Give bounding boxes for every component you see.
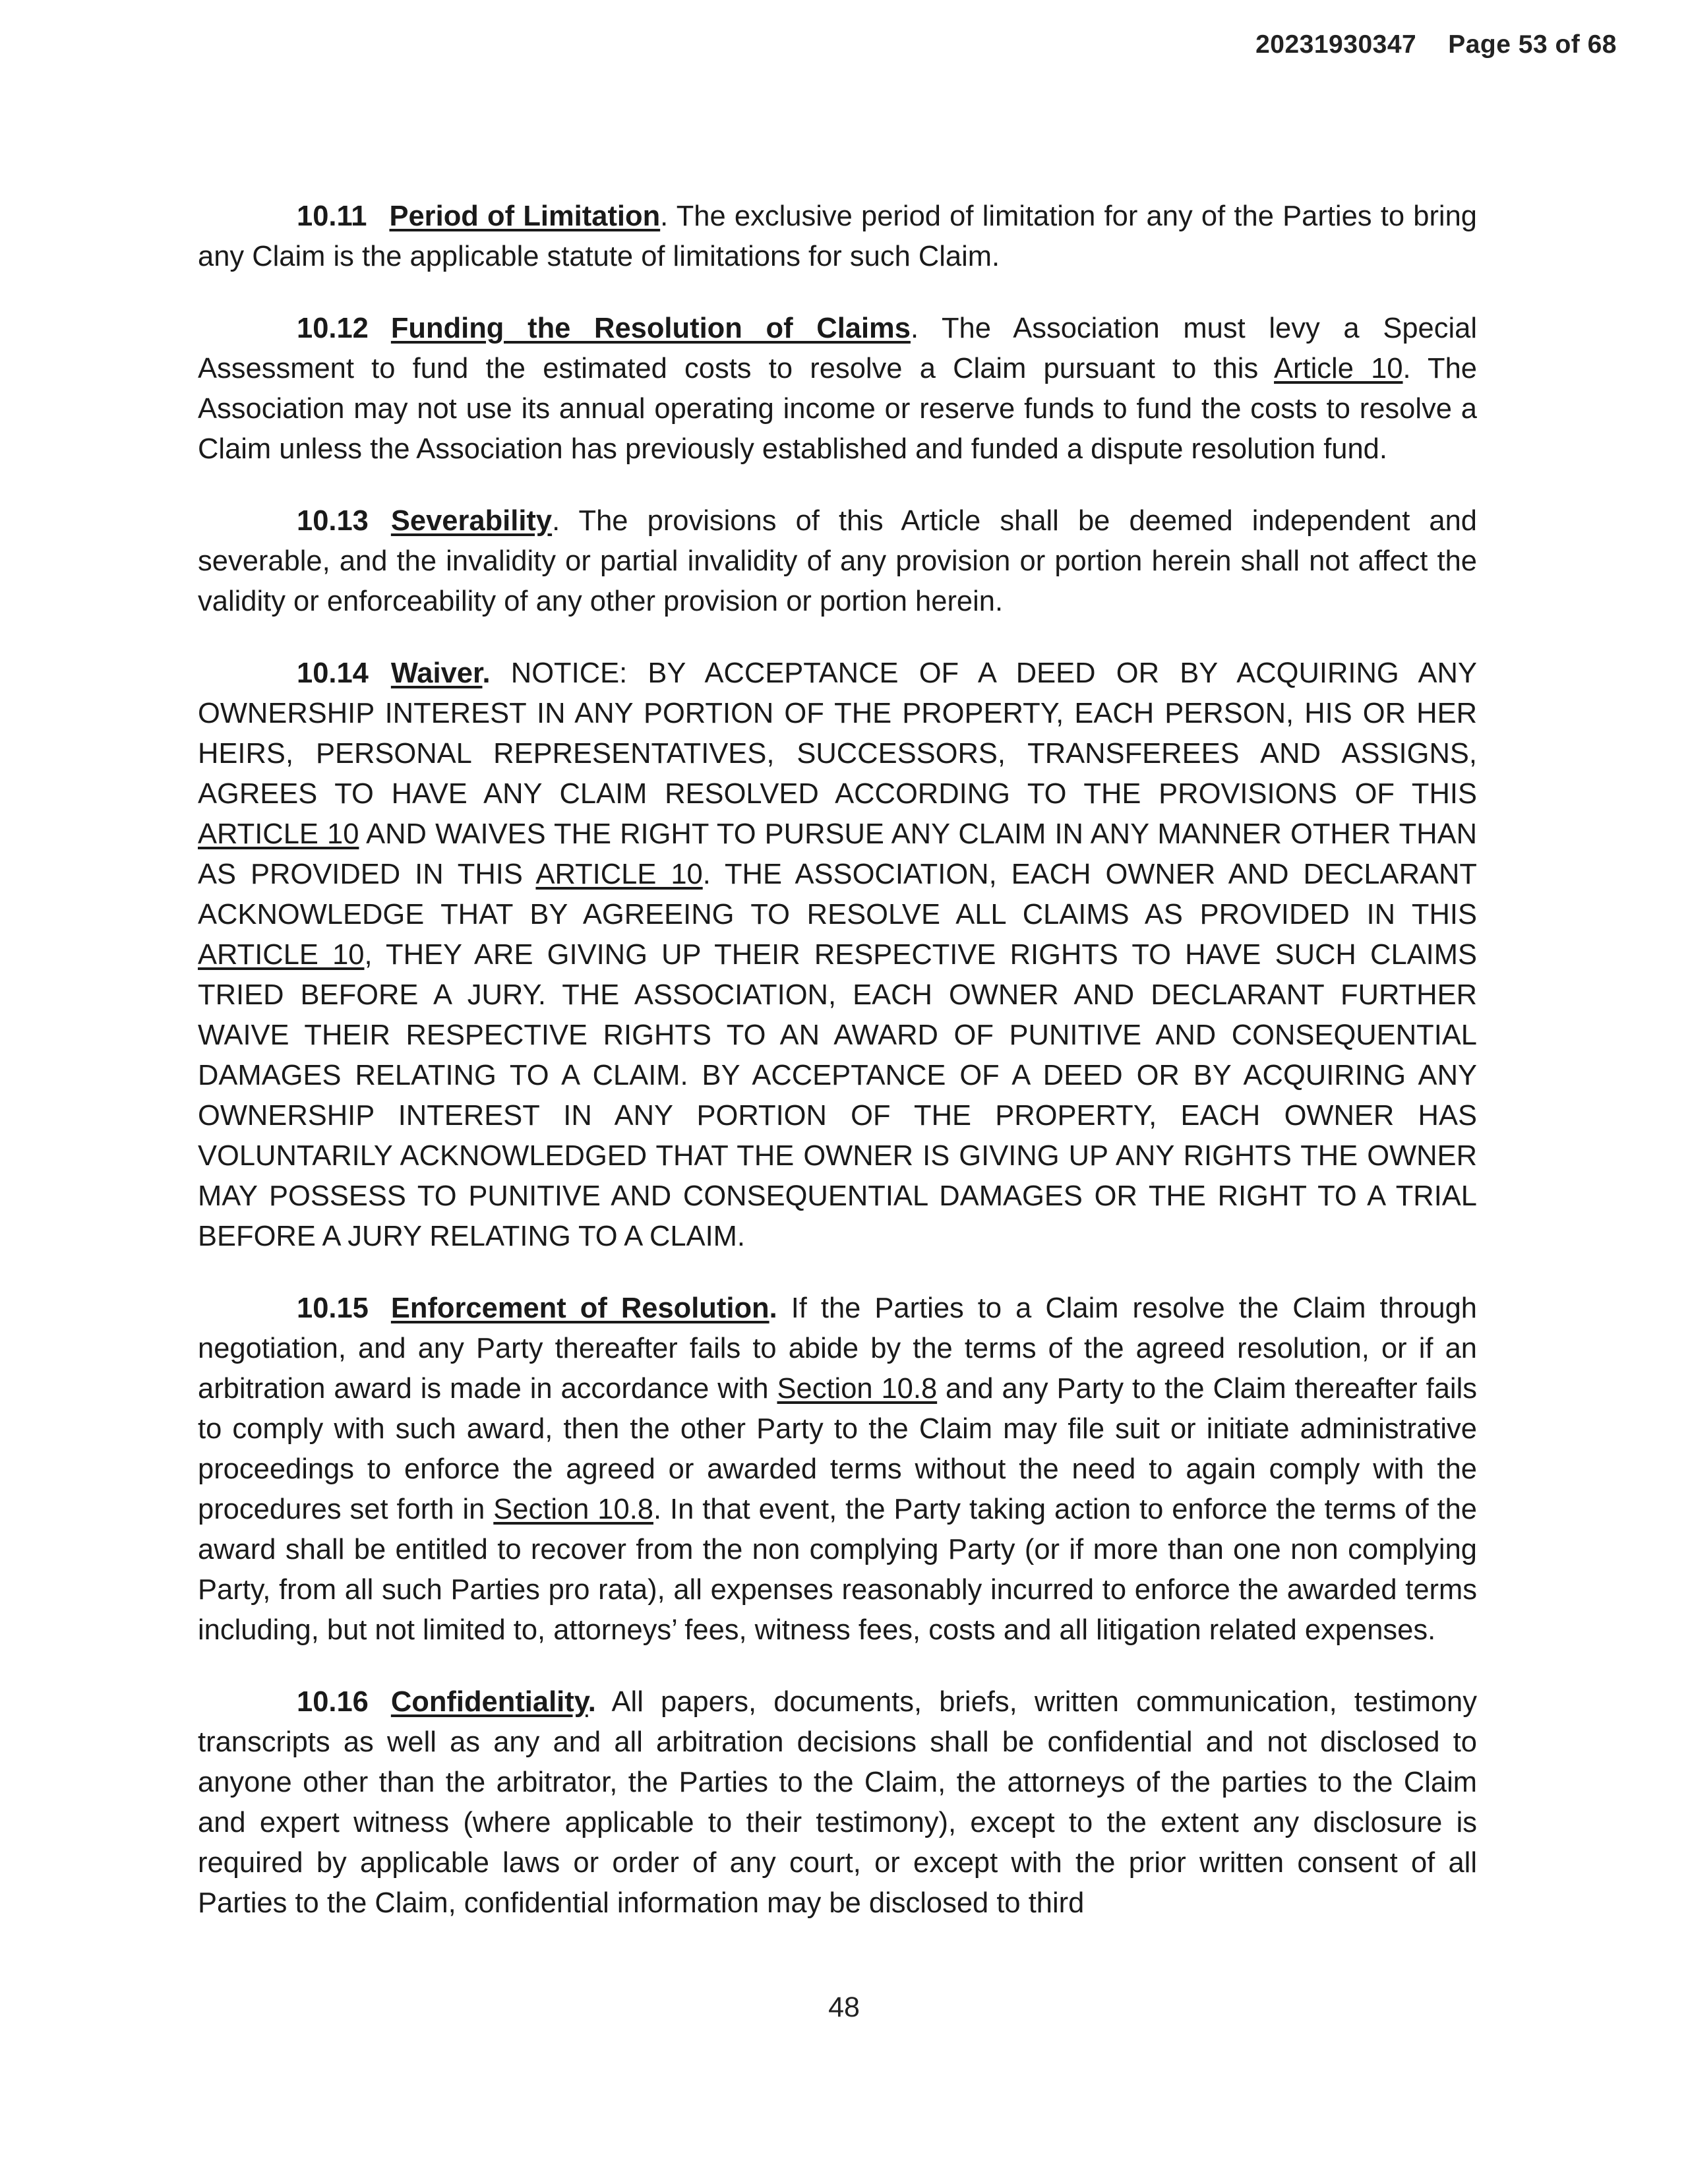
article-reference: Article 10 — [1274, 353, 1403, 384]
section-title-punct: . — [769, 1292, 777, 1324]
section-10-15 — [198, 1289, 1477, 1651]
section-number: 10.13 — [297, 505, 369, 537]
section-number: 10.11 — [297, 200, 367, 232]
section-title-punct: . — [588, 1686, 596, 1718]
article-reference: ARTICLE 10 — [198, 939, 365, 971]
section-reference: Section 10.8 — [777, 1373, 938, 1405]
section-10-13 — [198, 501, 1477, 622]
article-reference: ARTICLE 10 — [198, 818, 359, 850]
section-title-punct: . — [660, 200, 669, 232]
section-text: . THE ASSOCIATION, EACH OWNER AND DECLARANT ACKNOWLEDGE THAT BY AGREEING TO RESOLVE ALL CLAIMS AS PROVIDED IN THIS — [198, 859, 1477, 930]
article-reference: ARTICLE 10 — [535, 859, 703, 890]
section-text: , THEY ARE GIVING UP THEIR RESPECTIVE RIGHTS TO HAVE SUCH CLAIMS TRIED BEFORE A JURY. THE ASSOCIATION, EACH OWNER AND DECLARANT FURTHER WAIVE THEIR RESPECTIVE RIGHTS TO AN AWARD OF PUNITIVE AND CONSEQUENTIAL DAMAGES RELATING TO A CLAIM. BY ACCEPTANCE OF A DEED OR BY ACQUIRING ANY OWNERSHIP INTEREST IN ANY PORTION OF THE PROPERTY, EACH OWNER HAS VOLUNTARILY ACKNOWLEDGED THAT THE OWNER IS GIVING UP ANY RIGHTS THE OWNER MAY POSSESS TO PUNITIVE AND CONSEQUENTIAL DAMAGES OR THE RIGHT TO A TRIAL BEFORE A JURY RELATING TO A CLAIM. — [198, 939, 1477, 1252]
section-text: The provisions of this Article shall be deemed independent and severable, and the invalidity or partial invalidity of any provision or portion herein shall not affect the validity or enforceability of any other provision or portion herein. — [198, 505, 1477, 617]
page-number: 48 — [828, 1991, 860, 2023]
section-number: 10.14 — [297, 657, 369, 689]
section-10-16 — [198, 1682, 1477, 1924]
section-text: If the Parties to a Claim resolve the Claim through negotiation, and any Party thereafter fails to abide by the terms of the agreed resolution, or if an arbitration award is made in accordance with — [198, 1292, 1477, 1405]
section-text: . The Association may not use its annual operating income or reserve funds to fund the costs to resolve a Claim unless the Association has previously established and funded a dispute resolution fund. — [198, 353, 1477, 465]
section-text: NOTICE: BY ACCEPTANCE OF A DEED OR BY ACQUIRING ANY OWNERSHIP INTEREST IN ANY PORTION OF THE PROPERTY, EACH PERSON, HIS OR HER HEIRS, PERSONAL REPRESENTATIVES, SUCCESSORS, TRANSFEREES AND ASSIGNS, AGREES TO HAVE ANY CLAIM RESOLVED ACCORDING TO THE PROVISIONS OF THIS — [198, 657, 1477, 810]
section-10-11 — [198, 197, 1477, 277]
section-text: All papers, documents, briefs, written communication, testimony transcripts as well as any and all arbitration decisions shall be confidential and not disclosed to anyone other than the arbitrator, the Parties to the Claim, the attorneys of the parties to the Claim and expert witness (where applicable to their testimony), except to the extent any disclosure is required by applicable laws or order of any court, or except with the prior written consent of all Parties to the Claim, confidential information may be disclosed to third — [198, 1686, 1477, 1919]
section-10-12 — [198, 309, 1477, 470]
document-body — [198, 197, 1477, 1955]
section-text: AND WAIVES THE RIGHT TO PURSUE ANY CLAIM IN ANY MANNER OTHER THAN AS PROVIDED IN THIS — [198, 818, 1477, 890]
document-number: 20231930347 — [1255, 30, 1417, 59]
section-text: The Association must levy a Special Assessment to fund the estimated costs to resolve a Claim pursuant to this — [198, 313, 1478, 384]
section-title-punct: . — [910, 313, 919, 344]
section-text: . In that event, the Party taking action to enforce the terms of the award shall be entitled to recover from the non complying Party (or if more than one non complying Party, from all such Parties pro rata), all expenses reasonably incurred to enforce the awarded terms including, but not limited to, attorneys’ fees, witness fees, costs and all litigation related expenses. — [198, 1494, 1477, 1646]
section-number: 10.16 — [297, 1686, 369, 1718]
section-title-punct: . — [552, 505, 560, 537]
section-title: Severability — [390, 505, 553, 537]
section-title: Waiver — [390, 657, 483, 689]
section-title: Period of Limitation — [389, 200, 661, 232]
section-text: and any Party to the Claim thereafter fails to comply with such award, then the other Party to the Claim may file suit or initiate administrative proceedings to enforce the agreed or awarded terms without the need to again comply with the procedures set forth in — [198, 1373, 1477, 1525]
section-title: Confidentiality — [390, 1686, 588, 1718]
section-number: 10.15 — [297, 1292, 369, 1324]
section-title: Funding the Resolution of Claims — [390, 313, 911, 344]
page-label: Page 53 of 68 — [1448, 30, 1617, 59]
page-header — [1255, 30, 1617, 59]
section-10-14 — [198, 653, 1477, 1257]
section-title-punct: . — [482, 657, 491, 689]
section-title: Enforcement of Resolution — [390, 1292, 769, 1324]
section-number: 10.12 — [297, 313, 369, 344]
section-text: The exclusive period of limitation for any of the Parties to bring any Claim is the applicable statute of limitations for such Claim. — [198, 200, 1477, 272]
section-reference: Section 10.8 — [493, 1494, 653, 1525]
